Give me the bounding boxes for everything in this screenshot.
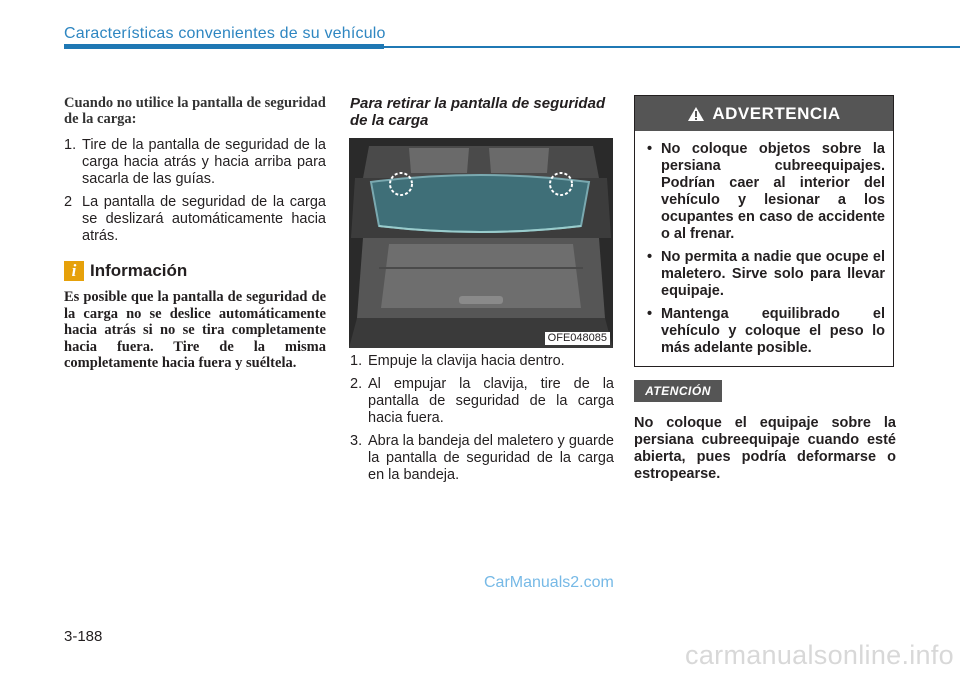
header-rule-thick: [64, 44, 384, 49]
warning-header: [635, 96, 893, 131]
info-text: Es posible que la pantalla de seguridad de la carga no se deslice automáticamente hacia atrás si no se tira completamente hacia fuera. Tire de la misma completamente hacia fuera y suéltela.: [64, 289, 326, 371]
cargo-area-illustration: [349, 138, 613, 348]
remove-screen-title: Para retirar la pantalla de seguridad de la carga: [350, 95, 606, 129]
warning-triangle-icon: [687, 106, 705, 122]
warning-box: [634, 95, 894, 367]
list-item: 2 La pantalla de seguridad de la carga se deslizará automáticamente hacia atrás.: [64, 194, 326, 244]
photo-code: OFE048085: [545, 332, 610, 345]
caution-badge: ATENCIÓN: [634, 380, 722, 402]
list-item: 1. Tire de la pantalla de seguridad de la carga hacia atrás y hacia arriba para sacarla de las guías.: [64, 137, 326, 187]
list-item: 1. Empuje la clavija hacia dentro.: [350, 353, 565, 369]
list-item: • Mantenga equilibrado el vehículo y coloque el peso lo más adelante posible.: [647, 306, 885, 356]
warning-title: ADVERTENCIA: [712, 103, 841, 123]
list-item: • No permita a nadie que ocupe el maletero. Sirve solo para llevar equipaje.: [647, 249, 885, 299]
list-item: 3. Abra la bandeja del maletero y guarde la pantalla de seguridad de la carga en la bandeja.: [350, 433, 614, 483]
steps-remove-screen: [350, 353, 614, 490]
caution-text: No coloque el equipaje sobre la persiana cubreequipaje cuando esté abierta, pues podría deformarse o estropearse.: [634, 415, 896, 482]
list-item: • No coloque objetos sobre la persiana cubreequipajes. Podrían caer al interior del vehículo y lesionar a los ocupantes en caso de accidente o al frenar.: [647, 141, 885, 242]
info-icon: i: [64, 261, 84, 281]
cargo-screen-photo: [349, 138, 613, 348]
page-number: 3-188: [64, 628, 103, 645]
watermark-link[interactable]: CarManuals2.com: [484, 574, 614, 591]
footer-watermark: carmanualsonline.info: [685, 640, 954, 670]
section-title: Características convenientes de su vehículo: [64, 25, 386, 42]
list-item: 2. Al empujar la clavija, tire de la pantalla de seguridad de la carga hacia fuera.: [350, 376, 614, 426]
info-title: Información: [90, 261, 188, 280]
steps-not-in-use: [64, 137, 326, 251]
header-rule-thin: [384, 46, 960, 48]
warning-list: [635, 131, 893, 357]
info-heading: [64, 261, 187, 281]
subheading-not-in-use: Cuando no utilice la pantalla de seguridad de la carga:: [64, 95, 326, 127]
